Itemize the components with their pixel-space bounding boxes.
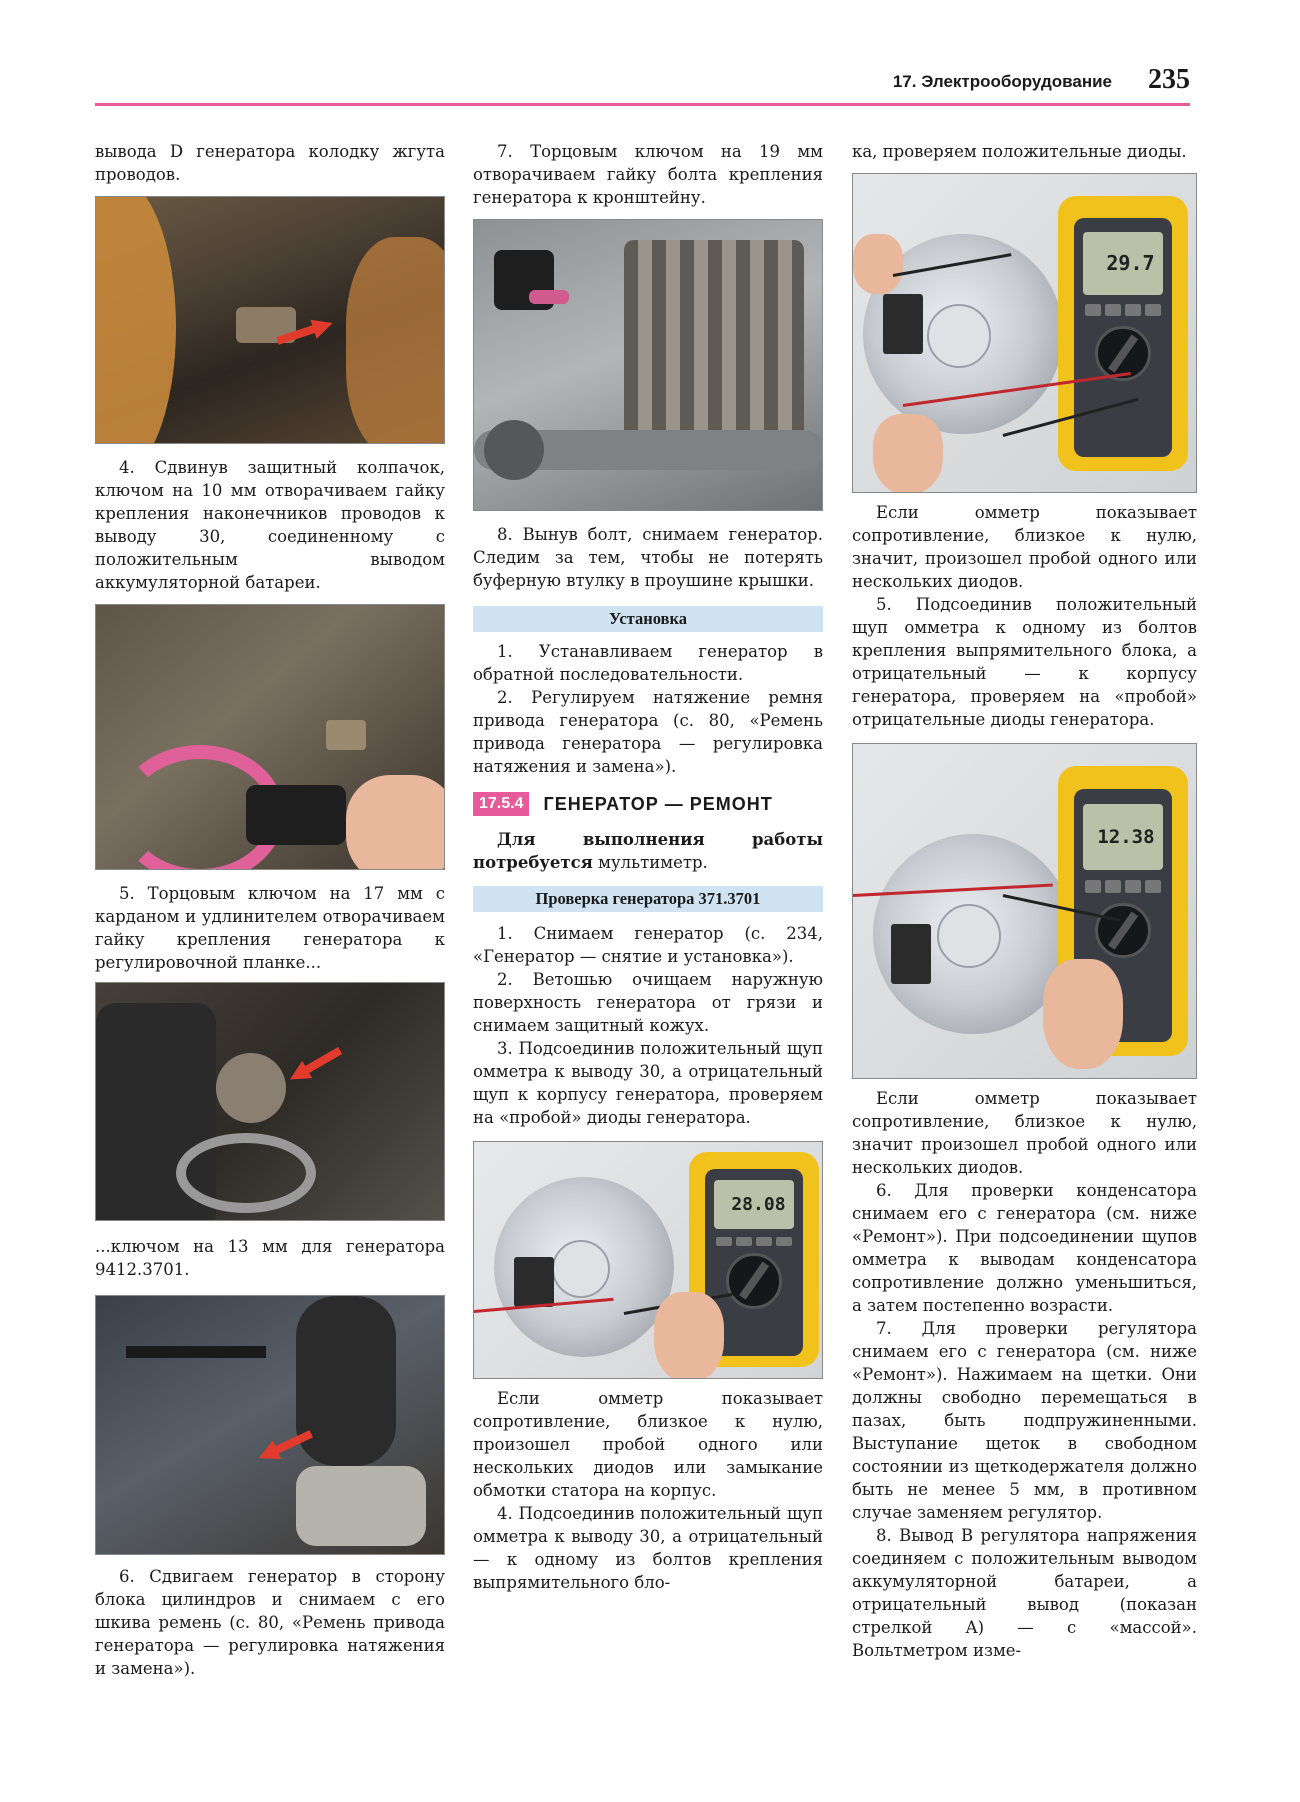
tools-note <box>473 828 823 874</box>
meter-display: 29.7 <box>1083 232 1162 294</box>
paragraph: 4. Сдвинув защитный колпачок, ключом на 10 мм отворачиваем гайку крепления наконечников проводов к выводу 30, соединенному с положительным выводом аккумуляторной батареи. <box>95 458 445 592</box>
paragraph: 4. Подсоединив положительный щуп омметра к выводу 30, а отрицательный — к одному из болтов крепления выпрямительного бло- <box>473 1504 823 1592</box>
section-title: ГЕНЕРАТОР — РЕМОНТ <box>543 793 773 814</box>
meter-display: 12.38 <box>1083 804 1162 870</box>
photo-generator-bolt <box>473 219 823 511</box>
column-1 <box>95 140 445 1680</box>
paragraph: 5. Торцовым ключом на 17 мм с карданом и удлинителем отворачиваем гайку крепления генератора к регулировочной планке... <box>95 884 445 972</box>
column-3 <box>852 140 1197 1662</box>
paragraph: 7. Торцовым ключом на 19 мм отворачиваем гайку болта крепления генератора к кронштейну. <box>473 142 823 207</box>
paragraph: 7. Для проверки регулятора снимаем его с генератора (см. ниже «Ремонт»). Нажимаем на щетки. Они должны свободно перемещаться в пазах, быть подпружиненными. Выступание щеток в свободном состоянии из щеткодержателя должно быть не менее 5 мм, в противном случае заменяем регулятор. <box>852 1319 1197 1522</box>
paragraph: 1. Снимаем генератор (с. 234, «Генератор — снятие и установка»). <box>473 924 823 966</box>
photo-multimeter-diodes <box>473 1141 823 1379</box>
paragraph: 6. Для проверки конденсатора снимаем его с генератора (см. ниже «Ремонт»). При подсоединении щупов омметра к выводам конденсатора сопротивление должно уменьшиться, а затем постепенно возрасти. <box>852 1181 1197 1315</box>
photo-terminal-30 <box>95 604 445 870</box>
photo-multimeter-negative-diodes <box>852 743 1197 1079</box>
paragraph: 1. Устанавливаем генератор в обратной последовательности. <box>473 642 823 684</box>
paragraph: ка, проверяем положительные диоды. <box>852 142 1187 161</box>
subheading-generator-check: Проверка генератора 371.3701 <box>473 886 823 912</box>
chapter-title: 17. Электрооборудование <box>892 72 1112 91</box>
section-number: 17.5.4 <box>473 792 529 816</box>
section-heading <box>473 792 823 816</box>
photo-belt-removal <box>95 1295 445 1555</box>
paragraph: 2. Регулируем натяжение ремня привода генератора (с. 80, «Ремень привода генератора — регулировка натяжения и замена»). <box>473 688 823 776</box>
photo-adjusting-bracket <box>95 982 445 1221</box>
page-header <box>95 62 1190 100</box>
paragraph: 8. Вынув болт, снимаем генератор. Следим за тем, чтобы не потерять буферную втулку в проушине крышки. <box>473 525 823 590</box>
column-2 <box>473 140 823 1594</box>
paragraph: ...ключом на 13 мм для генератора 9412.3701. <box>95 1237 445 1279</box>
paragraph: вывода D генератора колодку жгута проводов. <box>95 142 445 184</box>
photo-connector-removal <box>95 196 445 444</box>
header-rule <box>95 103 1190 106</box>
paragraph: 3. Подсоединив положительный щуп омметра к выводу 30, а отрицательный щуп к корпусу генератора, проверяем на «пробой» диоды генератора. <box>473 1039 823 1127</box>
paragraph: 8. Вывод B регулятора напряжения соединяем с положительным выводом аккумуляторной батареи, а отрицательный вывод (показан стрелкой A) — с «массой». Вольтметром изме- <box>852 1526 1197 1660</box>
tools-note-rest: мультиметр. <box>592 853 708 872</box>
paragraph: 6. Сдвигаем генератор в сторону блока цилиндров и снимаем с его шкива ремень (с. 80, «Ремень привода генератора — регулировка натяжения и замена»). <box>95 1567 445 1678</box>
tools-note-bold: Для выполнения работы потребуется <box>473 830 823 872</box>
paragraph: 2. Ветошью очищаем наружную поверхность генератора от грязи и снимаем защитный кожух. <box>473 970 823 1035</box>
caption: Если омметр показывает сопротивление, близкое к нулю, произошел пробой одного или нескольких диодов или замыкание обмотки статора на корпус. <box>473 1389 823 1500</box>
meter-display: 28.08 <box>714 1180 793 1229</box>
subheading-installation: Установка <box>473 606 823 632</box>
photo-multimeter-positive-diodes <box>852 173 1197 493</box>
page-number: 235 <box>1148 64 1190 95</box>
caption: Если омметр показывает сопротивление, близкое к нулю, значит, произошел пробой одного или нескольких диодов. <box>852 503 1197 591</box>
caption: Если омметр показывает сопротивление, близкое к нулю, значит произошел пробой одного или нескольких диодов. <box>852 1089 1197 1177</box>
paragraph: 5. Подсоединив положительный щуп омметра к одному из болтов крепления выпрямительного блока, а отрицательный — к корпусу генератора, проверяем на «пробой» отрицательные диоды генератора. <box>852 595 1197 729</box>
